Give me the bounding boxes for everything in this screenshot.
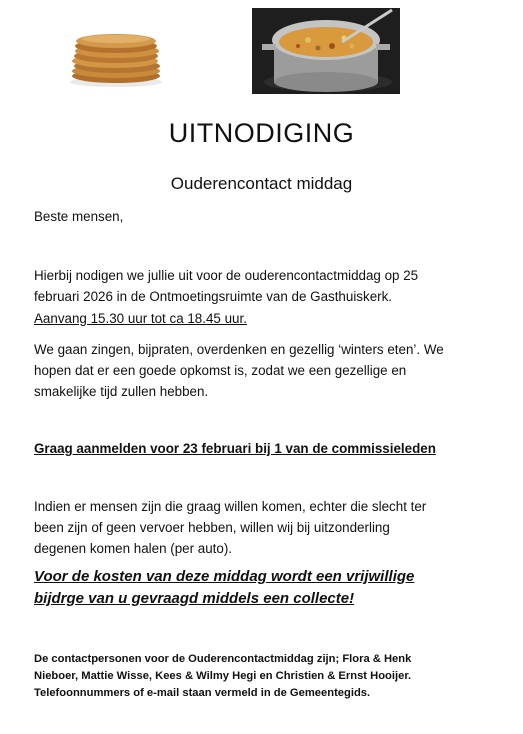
activities-line: hopen dat er een goede opkomst is, zodat we een gezellige en — [34, 363, 407, 378]
costs-line: Voor de kosten van deze middag wordt een vrijwillige — [34, 568, 415, 585]
contacts-paragraph — [34, 651, 494, 702]
invitation-paragraph — [34, 265, 494, 307]
costs-note — [34, 566, 464, 610]
invitation-line: Hierbij nodigen we jullie uit voor de ouderencontactmiddag op 25 — [34, 268, 419, 283]
activities-line: We gaan zingen, bijpraten, overdenken en gezellig ‘winters eten’. We — [34, 342, 444, 357]
contacts-line: Nieboer, Mattie Wisse, Kees & Wilmy Hegi en Christien & Ernst Hooijer. — [34, 670, 412, 682]
transport-paragraph — [34, 496, 494, 559]
start-time: Aanvang 15.30 uur tot ca 18.45 uur. — [34, 311, 247, 326]
costs-line: bijdrge van u gevraagd middels een collecte! — [34, 590, 355, 607]
page-subtitle: Ouderencontact middag — [170, 174, 353, 193]
invitation-line: februari 2026 in de Ontmoetingsruimte van de Gasthuiskerk. — [34, 289, 393, 304]
transport-line: degenen komen halen (per auto). — [34, 541, 233, 556]
contacts-line: De contactpersonen voor de Ouderencontactmiddag zijn; Flora & Henk — [34, 653, 412, 665]
contacts-line: Telefoonnummers of e-mail staan vermeld in de Gemeentegids. — [34, 687, 371, 699]
transport-line: been zijn of geen vervoer hebben, willen wij bij uitzonderling — [34, 520, 390, 535]
page-title: UITNODIGING — [168, 118, 355, 148]
pancake-stack-image — [66, 18, 166, 88]
soup-pot-image — [252, 8, 400, 94]
activities-line: smakelijke tijd zullen hebben. — [34, 384, 209, 399]
registration-note: Graag aanmelden voor 23 februari bij 1 van de commissieleden — [34, 441, 436, 456]
transport-line: Indien er mensen zijn die graag willen komen, echter die slecht ter — [34, 499, 427, 514]
greeting: Beste mensen, — [34, 209, 124, 224]
activities-paragraph — [34, 339, 494, 402]
